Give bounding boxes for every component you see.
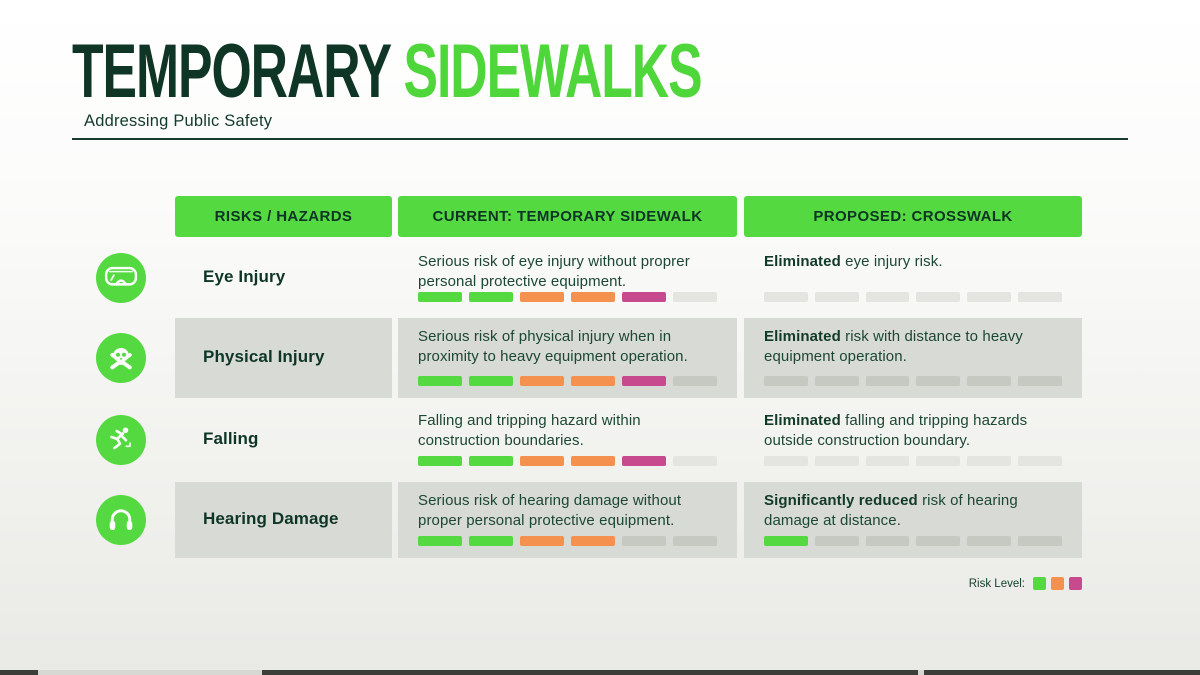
hazard-label: Hearing Damage [203,508,339,528]
risk-segment-gray_dark [967,376,1011,386]
risk-segment-orange [520,376,564,386]
hazard-label: Physical Injury [203,346,325,366]
current-description: Falling and tripping hazard within construction boundaries. [418,412,641,449]
risk-segment-gray_light [866,292,910,302]
title-primary: TEMPORARY [72,29,404,114]
risk-level-bar [764,292,1062,302]
risk-segment-orange [571,456,615,466]
risk-segment-green [469,536,513,546]
risk-level-bar [418,292,717,302]
risk-segment-gray_light [815,292,859,302]
current-description: Serious risk of eye injury without proprer personal protective equipment. [418,253,690,290]
hazard-cell-hearing-damage [175,482,392,558]
risk-segment-gray_light [916,292,960,302]
risk-segment-gray_light [916,456,960,466]
header-current: CURRENT: TEMPORARY SIDEWALK [398,196,737,237]
goggles-icon [96,253,146,303]
risk-segment-orange [571,292,615,302]
risk-segment-gray_dark [815,376,859,386]
risk-segment-gray_dark [866,376,910,386]
current-description: Serious risk of physical injury when in proximity to heavy equipment operation. [418,328,688,365]
proposed-cell-eye-injury [744,243,1082,314]
proposed-cell-physical-injury [744,318,1082,398]
risk-segment-pink [622,376,666,386]
header-proposed: PROPOSED: CROSSWALK [744,196,1082,237]
title-divider [72,138,1128,140]
risk-segment-green [418,456,462,466]
risk-segment-green [418,292,462,302]
legend-swatch-pink [1069,577,1082,590]
risk-level-bar [418,456,717,466]
risk-segment-gray_light [967,456,1011,466]
risk-level-bar [764,456,1062,466]
legend-swatch-green [1033,577,1046,590]
risk-segment-gray_dark [622,536,666,546]
risk-segment-orange [520,292,564,302]
proposed-lead: Eliminated [764,253,841,270]
risk-segment-gray_dark [764,376,808,386]
risk-segment-gray_dark [866,536,910,546]
risk-segment-gray_light [866,456,910,466]
risk-level-legend [969,577,1082,590]
risk-segment-gray_dark [673,536,717,546]
current-cell-hearing-damage [398,482,737,558]
proposed-lead: Eliminated [764,328,841,345]
risk-segment-gray_light [815,456,859,466]
risk-segment-pink [622,292,666,302]
page-title [72,29,702,114]
falling-person-icon [96,415,146,465]
current-description: Serious risk of hearing damage without proper personal protective equipment. [418,492,682,529]
hazard-cell-eye-injury [175,243,392,314]
risk-segment-gray_dark [1018,536,1062,546]
proposed-lead: Eliminated [764,412,841,429]
risk-level-bar [764,536,1062,546]
risk-segment-gray_light [764,456,808,466]
hazard-label: Eye Injury [203,267,286,286]
proposed-rest: risk of hearing damage at distance. [764,492,1018,529]
proposed-description [764,491,1062,531]
risk-level-bar [418,376,717,386]
risk-segment-gray_dark [916,536,960,546]
current-cell-falling [398,402,737,478]
page-subtitle: Addressing Public Safety [84,112,273,130]
risk-segment-green [469,376,513,386]
risk-segment-orange [571,536,615,546]
risk-segment-gray_light [1018,292,1062,302]
risk-segment-gray_light [967,292,1011,302]
hazard-cell-physical-injury [175,318,392,398]
proposed-rest: falling and tripping hazards outside construction boundary. [764,412,1028,449]
proposed-rest: eye injury risk. [840,253,943,270]
risk-level-bar [764,376,1062,386]
current-cell-eye-injury [398,243,737,314]
risk-segment-gray_dark [673,376,717,386]
proposed-description [764,411,1062,451]
risk-segment-green [418,536,462,546]
risk-segment-orange [571,376,615,386]
current-cell-physical-injury [398,318,737,398]
risk-segment-pink [622,456,666,466]
risk-segment-gray_light [673,456,717,466]
risk-segment-green [469,456,513,466]
proposed-cell-hearing-damage [744,482,1082,558]
risk-segment-orange [520,536,564,546]
title-accent: SIDEWALKS [403,29,702,114]
risk-level-bar [418,536,717,546]
skull-crossbones-icon [96,333,146,383]
proposed-rest: risk with distance to heavy equipment operation. [764,328,1023,365]
risk-segment-gray_dark [967,536,1011,546]
risk-segment-gray_light [1018,456,1062,466]
risk-segment-orange [520,456,564,466]
headphones-icon [96,495,146,545]
risk-segment-green [764,536,808,546]
hazard-cell-falling [175,402,392,478]
proposed-description [764,252,1062,272]
risk-segment-gray_light [764,292,808,302]
risk-segment-green [418,376,462,386]
legend-label: Risk Level: [968,577,1025,590]
risk-segment-gray_dark [815,536,859,546]
bottom-edge-bar-light-segment [38,670,262,675]
risk-segment-gray_dark [916,376,960,386]
hazard-label: Falling [203,428,259,448]
risk-segment-green [469,292,513,302]
proposed-description [764,327,1062,367]
proposed-lead: Significantly reduced [764,492,918,509]
proposed-cell-falling [744,402,1082,478]
header-risks-hazards: RISKS / HAZARDS [175,196,392,237]
risk-segment-gray_dark [1018,376,1062,386]
legend-swatch-orange [1051,577,1064,590]
bottom-edge-bar-notch [918,670,924,675]
risk-segment-gray_light [673,292,717,302]
